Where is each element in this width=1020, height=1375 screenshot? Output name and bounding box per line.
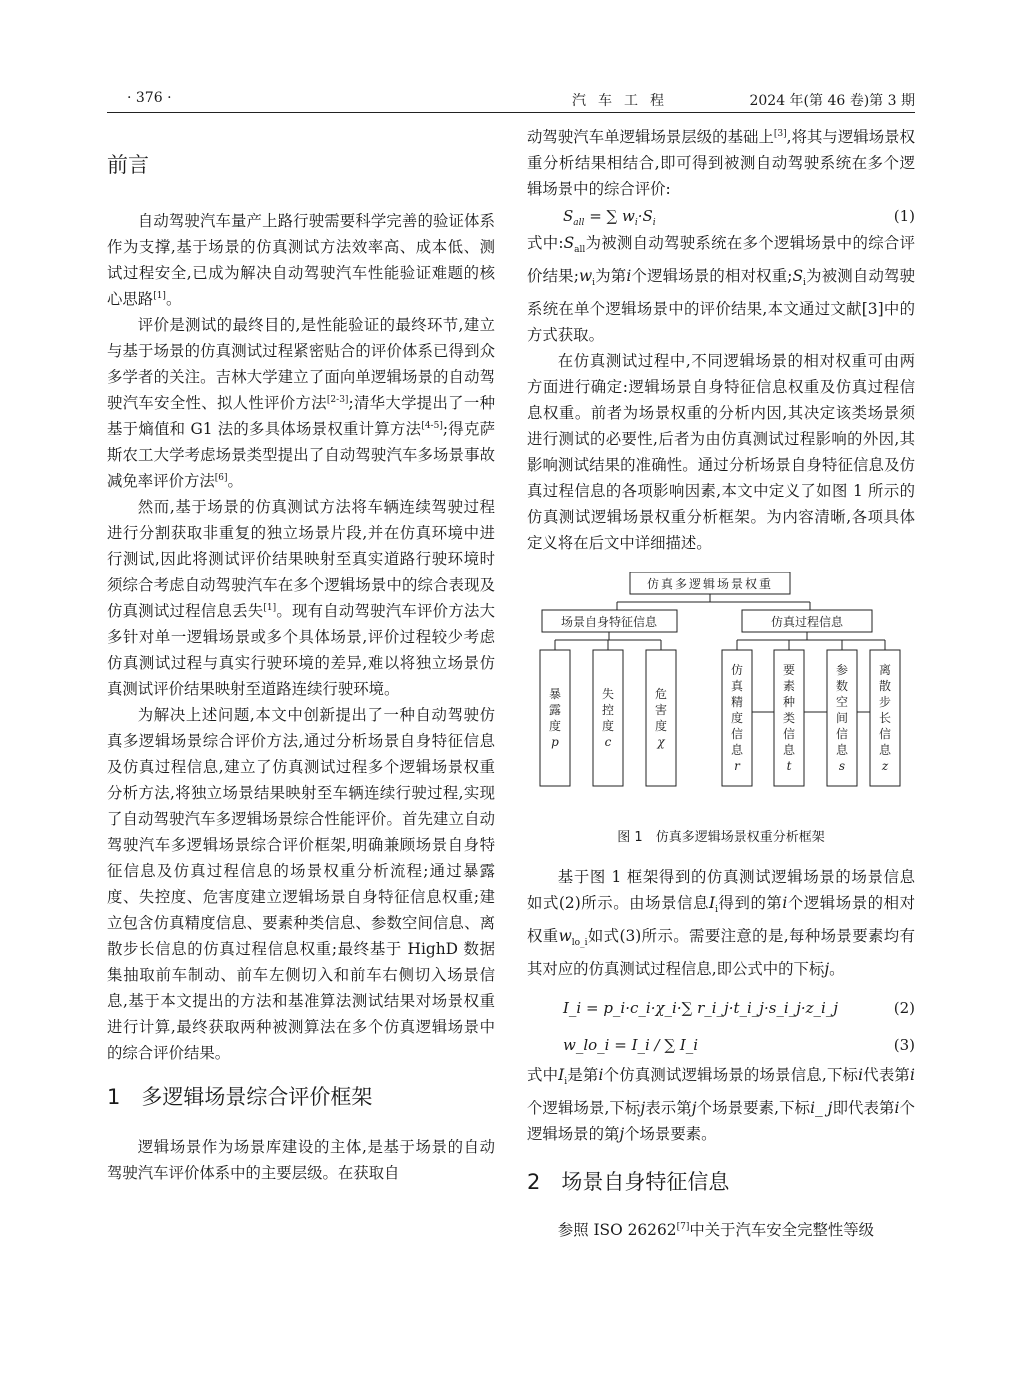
journal-name: 汽车工程: [572, 93, 676, 109]
citation[interactable]: [4-5]: [421, 421, 443, 431]
diagram-branch2-label: 仿真过程信息: [770, 615, 844, 630]
equation-1: $S_{all}$ = ∑ $w_i\cdot S_i$ (1): [527, 202, 915, 230]
diagram-root-label: 仿真多逻辑场景权重: [646, 577, 774, 592]
citation[interactable]: [1]: [153, 291, 166, 301]
section-1-heading: 1 多逻辑场景综合评价框架: [107, 1085, 373, 1109]
equation-2: I_i = p_i·c_i·χ_i·∑ r_i_j·t_i_j·s_i_j·z_i_j (2): [527, 988, 915, 1028]
paragraph: 逻辑场景作为场景库建设的主体,是基于场景的自动驾驶汽车评价体系中的主要层级。在获取自: [107, 1138, 495, 1182]
paragraph: 在仿真测试过程中,不同逻辑场景的相对权重可由两方面进行确定:逻辑场景自身特征信息权重及仿真过程信息权重。前者为场景权重的分析内因,其决定该类场景须进行测试的必要性,后者为由仿真测试过程影响的外因,其影响测试结果的准确性。通过分析场景自身特征信息及仿真过程信息的各项影响因素,本文中定义了如图 1 所示的仿真测试逻辑场景权重分析框架。为内容清晰,各项具体定义将在后文中详细描述。: [527, 352, 915, 553]
citation[interactable]: [2-3]: [326, 395, 349, 405]
citation[interactable]: [1]: [263, 603, 277, 613]
diagram-leaf-self-1: 失控度 c: [601, 687, 615, 750]
page-number: · 376 ·: [127, 90, 172, 106]
right-column: [527, 124, 915, 1243]
diagram-leaf-sim-3: 离散步长信息 z: [878, 663, 892, 774]
equation-number: (1): [893, 207, 915, 225]
paragraph: 动驾驶汽车单逻辑场景层级的基础上[3],将其与逻辑场景权重分析结果相结合,即可得到被测自动驾驶系统在多个逻辑场景中的综合评价:: [527, 128, 915, 198]
figure-caption: 图 1 仿真多逻辑场景权重分析框架: [617, 830, 825, 846]
diagram-leaf-sim-0: 仿真精度信息 r: [730, 663, 744, 774]
diagram-leaf-self-2: 危害度 χ: [654, 687, 668, 750]
diagram-leaf-sim-2: 参数空间信息 s: [835, 663, 849, 774]
paragraph: 为解决上述问题,本文中创新提出了一种自动驾驶仿真多逻辑场景综合评价方法,通过分析场景自身特征信息及仿真过程信息,建立了仿真测试过程多个逻辑场景权重分析方法,将独立场景结果映射至车辆连续行驶过程,实现了自动驾驶汽车多逻辑场景综合性能评价。首先建立自动驾驶汽车多逻辑场景综合评价框架,明确兼顾场景自身特征信息及仿真过程信息的场景权重分析流程;通过暴露度、失控度、危害度建立逻辑场景自身特征信息权重;建立包含仿真精度信息、要素种类信息、参数空间信息、离散步长信息的仿真过程信息权重;最终基于 HighD 数据集抽取前车制动、前车左侧切入和前车右侧切入场景信息,基于本文提出的方法和基准算法测试结果对场景权重进行计算,最终获取两种被测算法在多个仿真逻辑场景中的综合评价结果。: [107, 706, 495, 1062]
framework-diagram: [527, 572, 915, 822]
citation[interactable]: [7]: [676, 1222, 690, 1233]
issue-info: 2024 年(第 46 卷)第 3 期: [749, 93, 915, 109]
equation-number: (3): [893, 1036, 915, 1055]
paragraph: 自动驾驶汽车量产上路行驶需要科学完善的验证体系作为支撑,基于场景的仿真测试方法效率高、成本低、测试过程安全,已成为解决自动驾驶汽车性能验证难题的核心思路[1]。: [107, 212, 495, 308]
paragraph: 然而,基于场景的仿真测试方法将车辆连续驾驶过程进行分割获取非重复的独立场景片段,并在仿真环境中进行测试,因此将测试评价结果映射至真实道路行驶环境时须综合考虑自动驾驶汽车在多个逻辑场景中的综合表现及仿真测试过程信息丢失[1]。现有自动驾驶汽车评价方法大多针对单一逻辑场景或多个具体场景,评价过程较少考虑仿真测试过程与真实行驶环境的差异,难以将独立场景仿真测试评价结果映射至道路连续行驶环境。: [107, 498, 495, 698]
paragraph: 式中$:S_{all}$为被测自动驾驶系统在多个逻辑场景中的综合评价结果$;w_i$为第i个逻辑场景的相对权重$;S_i$为被测自动驾驶系统在单个逻辑场景中的评价结果,本文通过文献[3]中的方式获取。: [527, 234, 915, 345]
section-2-heading: 2 场景自身特征信息: [527, 1170, 730, 1195]
equation-3: w_lo_i = I_i / ∑ I_i (3): [527, 1028, 915, 1062]
equation-number: (2): [893, 999, 915, 1018]
diagram-leaf-self-0: 暴露度 p: [548, 687, 562, 750]
diagram-branch1-label: 场景自身特征信息: [560, 615, 658, 630]
preface-heading: 前言: [107, 153, 149, 177]
paragraph: 式中$I_i$是第i个仿真测试逻辑场景的场景信息,下标i代表第i个逻辑场景,下标j表示第j个场景要素,下标i_ j即代表第i个逻辑场景的第j个场景要素。: [527, 1066, 915, 1144]
left-column: [107, 124, 495, 1186]
paragraph: 参照 ISO 26262[7]中关于汽车安全完整性等级: [557, 1221, 875, 1240]
citation[interactable]: [6]: [214, 473, 228, 483]
diagram-leaf-sim-1: 要素种类信息 t: [782, 663, 796, 774]
page-header: [107, 90, 915, 113]
citation[interactable]: [3]: [773, 129, 787, 139]
figure-1: [527, 572, 915, 822]
paragraph: 基于图 1 框架得到的仿真测试逻辑场景的场景信息如式(2)所示。由场景信息$I_i$得到的第i个逻辑场景的相对权重$w_{lo\_i}$如式(3)所示。需要注意的是,每种场景要素均有其对应的仿真测试过程信息,即公式中的下标j。: [527, 868, 915, 979]
paragraph: 评价是测试的最终目的,是性能验证的最终环节,建立与基于场景的仿真测试过程紧密贴合的评价体系已得到众多学者的关注。吉林大学建立了面向单逻辑场景的自动驾驶汽车安全性、拟人性评价方法[2-3];清华大学提出了一种基于熵值和 G1 法的多具体场景权重计算方法[4-5];得克萨斯农工大学考虑场景类型提出了自动驾驶汽车多场景事故减免率评价方法[6]。: [107, 316, 495, 490]
